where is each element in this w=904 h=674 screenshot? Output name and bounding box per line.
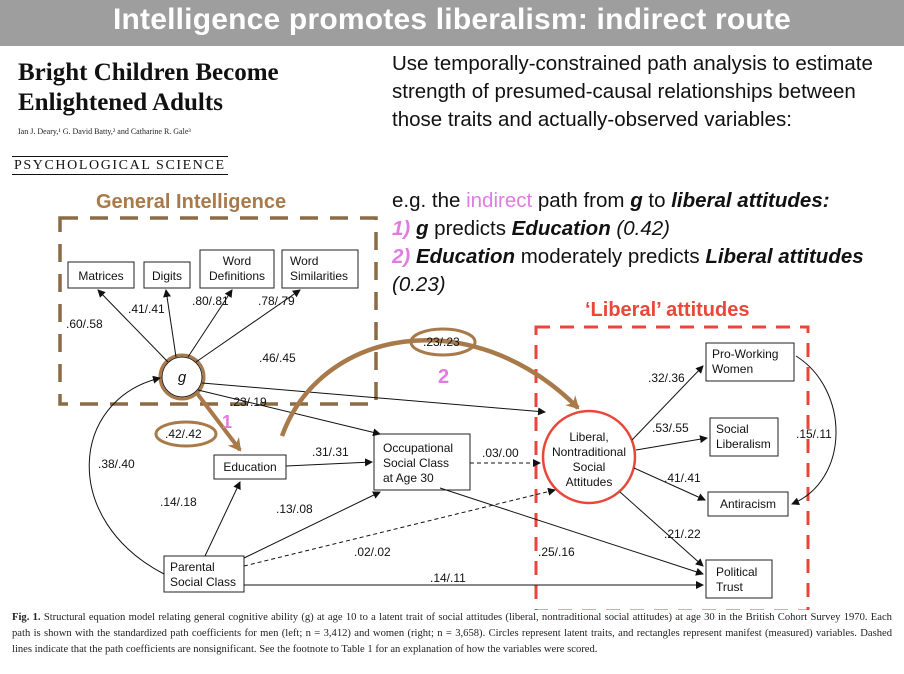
liberal-label-2: Nontraditional (551, 445, 627, 459)
paper-title-line1: Bright Children Become (18, 59, 279, 86)
political-trust-box (706, 560, 772, 598)
step1-number: 1) (392, 217, 411, 240)
example-g: g (630, 189, 643, 212)
matrices-label: Matrices (78, 269, 124, 283)
caption-lead: Fig. 1. (12, 612, 41, 623)
occupational-class-box (374, 434, 470, 490)
pro-working-women-box (706, 343, 794, 381)
example-to: to (642, 189, 672, 212)
liberal-latent-circle (543, 411, 635, 503)
method-description: Use temporally-constrained path analysis to estimate strength of presumed-causal relationships between those traits and actually-observed variables: (392, 52, 873, 131)
social-liberalism-box (710, 418, 778, 456)
social-lib-label-1: Social (716, 422, 749, 436)
political-label-1: Political (716, 565, 758, 579)
liberal-label-3: Social (572, 460, 606, 474)
digits-label: Digits (151, 269, 183, 283)
occupational-label-3: at Age 30 (383, 471, 434, 485)
matrices-box (68, 262, 134, 288)
coef-proworking-antiracism: .15/.11 (796, 427, 832, 441)
liberal-attitudes-label: ‘Liberal’ attitudes (585, 299, 750, 321)
parental-label-1: Parental (170, 560, 215, 574)
step2-value: (0.23) (392, 273, 446, 296)
antiracism-box (708, 492, 788, 516)
step2-education: Education (415, 245, 516, 268)
coef-liberal-antiracism: .41/.41 (664, 471, 701, 485)
coef-g-worddef: .80/.81 (192, 294, 229, 308)
word-definitions-label-1: Word (222, 254, 252, 268)
pro-working-label-1: Pro-Working (712, 347, 779, 361)
figure-caption (12, 610, 892, 658)
word-similarities-label-2: Similarities (290, 269, 349, 283)
coef-g-wordsim: .78/.79 (258, 294, 295, 308)
word-similarities-label-1: Word (290, 254, 319, 268)
step1-g: g (415, 217, 429, 240)
step2-liberal: Liberal attitudes (705, 245, 864, 268)
coef-liberal-proworking: .32/.36 (648, 371, 685, 385)
coef-g-occ: .23/.19 (230, 395, 267, 409)
coef-g-liberal: .46/.45 (259, 351, 296, 365)
antiracism-label: Antiracism (719, 497, 777, 511)
education-box (214, 455, 286, 479)
word-definitions-box (200, 250, 274, 288)
pro-working-label-2: Women (712, 362, 754, 376)
coef-education-occ: .31/.31 (312, 445, 349, 459)
social-lib-label-2: Liberalism (716, 437, 771, 451)
parental-class-box (164, 556, 244, 592)
education-label: Education (223, 460, 277, 474)
word-similarities-box (282, 250, 358, 288)
journal-name: PSYCHOLOGICAL SCIENCE (14, 158, 226, 173)
coef-parental-g: .38/.40 (98, 457, 135, 471)
coef-occ-liberal: .03/.00 (482, 446, 519, 460)
step2-text: moderately predicts (515, 245, 706, 268)
coef-g-education: .42/.42 (165, 427, 202, 441)
occupational-label-1: Occupational (383, 441, 454, 455)
political-label-2: Trust (716, 580, 743, 594)
liberal-label-1: Liberal, (569, 430, 609, 444)
coef-parental-education: .14/.18 (160, 495, 197, 509)
coef-liberal-political: .21/.22 (664, 527, 701, 541)
coef-parental-political: .14/.11 (430, 571, 466, 585)
indirect-word: indirect (466, 189, 533, 212)
word-definitions-label-2: Definitions (208, 269, 266, 283)
slide-title: Intelligence promotes liberalism: indirect route (112, 3, 792, 36)
step1-value: (0.42) (610, 217, 670, 240)
coef-parental-occ: .13/.08 (276, 502, 313, 516)
example-middle: path from (532, 189, 631, 212)
coef-occ-political: .25/.16 (538, 545, 575, 559)
parental-label-2: Social Class (170, 575, 237, 589)
coef-g-matrices: .60/.58 (66, 317, 103, 331)
general-intelligence-label: General Intelligence (96, 191, 287, 213)
coef-g-digits: .41/.41 (128, 302, 165, 316)
example-target: liberal attitudes: (671, 189, 830, 212)
paper-title-line2: Enlightened Adults (18, 89, 223, 116)
example-prefix: e.g. the (392, 189, 467, 212)
coef-education-liberal: .23/.23 (423, 335, 460, 349)
coef-parental-liberal: .02/.02 (354, 545, 391, 559)
step2-number: 2) (392, 245, 411, 268)
step-marker-2: 2 (438, 366, 450, 388)
step1-education: Education (511, 217, 611, 240)
paper-authors: Ian J. Deary,¹ G. David Batty,² and Catharine R. Gale³ (18, 127, 191, 136)
occupational-label-2: Social Class (383, 456, 450, 470)
caption-text: Structural equation model relating general cognitive ability (g) at age 10 to a latent trait of social attitudes (liberal, nontraditional social attitudes) at age 30 in the British Cohort Survey 1970. Each path is shown with the standardized path coefficients for men (left; n = 3,412) and women (right; n = 3,658). Circles represent latent traits, and rectangles represent manifest (measured) variables. Dashed lines indicate that the path coefficients are nonsignificant. See the footnote to Table 1 for an explanation of how the variables were scored. (12, 612, 892, 655)
g-label: g (177, 369, 187, 386)
step-marker-1: 1 (222, 412, 233, 432)
liberal-label-4: Attitudes (565, 475, 613, 489)
digits-box (144, 262, 190, 288)
coef-liberal-sociallib: .53/.55 (652, 421, 689, 435)
step1-text: predicts (428, 217, 512, 240)
